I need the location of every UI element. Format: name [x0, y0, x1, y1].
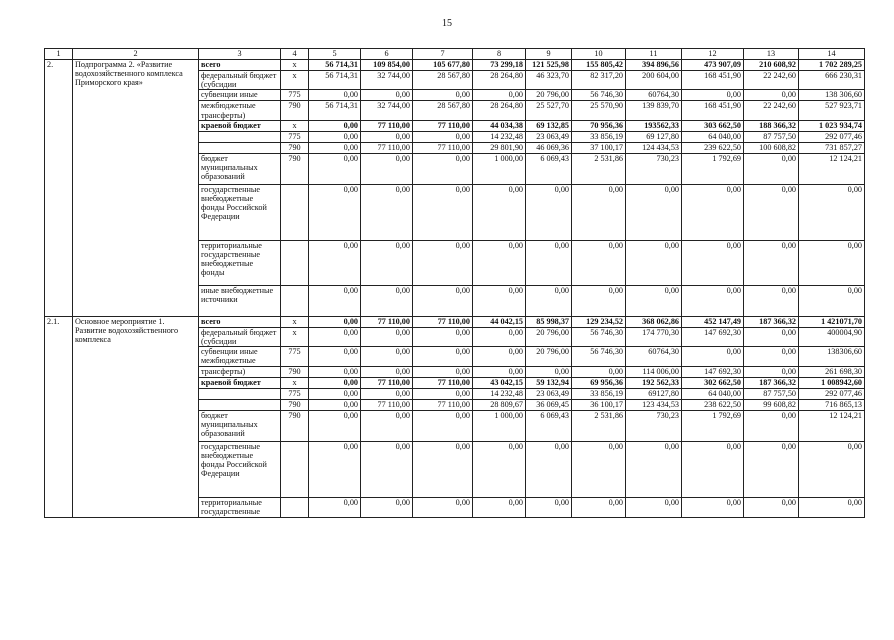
- amount-cell: 0,00: [626, 184, 682, 240]
- amount-cell: 0,00: [572, 184, 626, 240]
- expense-code: x: [281, 327, 309, 346]
- expense-code: [281, 285, 309, 316]
- amount-cell: 129 234,52: [572, 316, 626, 327]
- column-number-header: 11: [626, 49, 682, 60]
- amount-cell: 123 434,53: [626, 399, 682, 410]
- amount-cell: 73 299,18: [473, 60, 526, 71]
- funding-source: территориальные государственные внебюджетные фонды: [199, 240, 281, 285]
- amount-cell: 0,00: [413, 347, 473, 366]
- amount-cell: 238 622,50: [682, 399, 744, 410]
- amount-cell: 56 746,30: [572, 327, 626, 346]
- funding-source: бюджет муниципальных образований: [199, 410, 281, 441]
- amount-cell: 0,00: [744, 184, 799, 240]
- amount-cell: 64 040,00: [682, 131, 744, 142]
- amount-cell: 100 608,82: [744, 142, 799, 153]
- amount-cell: 1 421071,70: [799, 316, 865, 327]
- amount-cell: 730,23: [626, 410, 682, 441]
- amount-cell: 0,00: [626, 240, 682, 285]
- amount-cell: 0,00: [744, 347, 799, 366]
- amount-cell: 0,00: [309, 399, 361, 410]
- amount-cell: 261 698,30: [799, 366, 865, 377]
- amount-cell: 28 264,80: [473, 71, 526, 90]
- amount-cell: 0,00: [361, 90, 413, 101]
- amount-cell: 114 006,00: [626, 366, 682, 377]
- column-number-header: 5: [309, 49, 361, 60]
- column-number-header: 10: [572, 49, 626, 60]
- amount-cell: 239 622,50: [682, 142, 744, 153]
- amount-cell: 69 956,36: [572, 377, 626, 388]
- amount-cell: 0,00: [744, 327, 799, 346]
- amount-cell: 2 531,86: [572, 410, 626, 441]
- amount-cell: 46 069,36: [526, 142, 572, 153]
- column-number-header: 8: [473, 49, 526, 60]
- amount-cell: 0,00: [361, 366, 413, 377]
- amount-cell: 155 805,42: [572, 60, 626, 71]
- amount-cell: 77 110,00: [361, 120, 413, 131]
- amount-cell: 0,00: [473, 366, 526, 377]
- amount-cell: 25 570,90: [572, 101, 626, 120]
- amount-cell: 64 040,00: [682, 388, 744, 399]
- amount-cell: 0,00: [309, 90, 361, 101]
- amount-cell: 12 124,21: [799, 153, 865, 184]
- amount-cell: 0,00: [309, 131, 361, 142]
- amount-cell: 0,00: [413, 366, 473, 377]
- funding-source: краевой бюджет: [199, 120, 281, 131]
- amount-cell: 147 692,30: [682, 366, 744, 377]
- amount-cell: 37 100,17: [572, 142, 626, 153]
- funding-source: [199, 142, 281, 153]
- amount-cell: 0,00: [799, 240, 865, 285]
- amount-cell: 36 100,17: [572, 399, 626, 410]
- expense-code: 790: [281, 153, 309, 184]
- amount-cell: 77 110,00: [413, 120, 473, 131]
- amount-cell: 56 714,31: [309, 60, 361, 71]
- amount-cell: 28 264,80: [473, 101, 526, 120]
- amount-cell: 20 796,00: [526, 347, 572, 366]
- amount-cell: 60764,30: [626, 90, 682, 101]
- amount-cell: 394 896,56: [626, 60, 682, 71]
- amount-cell: 0,00: [572, 441, 626, 497]
- amount-cell: 0,00: [413, 153, 473, 184]
- amount-cell: 0,00: [626, 497, 682, 517]
- expense-code: 790: [281, 366, 309, 377]
- amount-cell: 0,00: [526, 441, 572, 497]
- column-number-header: 2: [73, 49, 199, 60]
- amount-cell: 0,00: [572, 497, 626, 517]
- amount-cell: 0,00: [309, 142, 361, 153]
- amount-cell: 29 801,90: [473, 142, 526, 153]
- amount-cell: 0,00: [309, 347, 361, 366]
- amount-cell: 0,00: [626, 441, 682, 497]
- amount-cell: 0,00: [361, 327, 413, 346]
- amount-cell: 0,00: [413, 285, 473, 316]
- amount-cell: 0,00: [309, 327, 361, 346]
- amount-cell: 200 604,00: [626, 71, 682, 90]
- amount-cell: 33 856,19: [572, 131, 626, 142]
- table-row: [45, 60, 865, 71]
- amount-cell: 292 077,46: [799, 131, 865, 142]
- amount-cell: 0,00: [361, 153, 413, 184]
- amount-cell: 69 132,85: [526, 120, 572, 131]
- amount-cell: 0,00: [361, 131, 413, 142]
- amount-cell: 0,00: [572, 285, 626, 316]
- expense-code: x: [281, 316, 309, 327]
- expense-code: [281, 240, 309, 285]
- amount-cell: 0,00: [572, 240, 626, 285]
- column-number-header: 9: [526, 49, 572, 60]
- amount-cell: 0,00: [526, 240, 572, 285]
- expense-code: x: [281, 377, 309, 388]
- amount-cell: 32 744,00: [361, 71, 413, 90]
- funding-source: трансферты): [199, 366, 281, 377]
- amount-cell: 36 069,45: [526, 399, 572, 410]
- amount-cell: 0,00: [744, 240, 799, 285]
- amount-cell: 44 042,15: [473, 316, 526, 327]
- expense-code: [281, 441, 309, 497]
- amount-cell: 20 796,00: [526, 90, 572, 101]
- amount-cell: 527 923,71: [799, 101, 865, 120]
- amount-cell: 6 069,43: [526, 410, 572, 441]
- budget-table: [44, 48, 865, 518]
- table-row: [45, 316, 865, 327]
- funding-source: государственные внебюджетные фонды Российской Федерации: [199, 184, 281, 240]
- amount-cell: 187 366,32: [744, 377, 799, 388]
- amount-cell: 0,00: [572, 366, 626, 377]
- amount-cell: 0,00: [309, 410, 361, 441]
- amount-cell: 77 110,00: [413, 377, 473, 388]
- amount-cell: 2 531,86: [572, 153, 626, 184]
- amount-cell: 1 008942,60: [799, 377, 865, 388]
- column-number-row: [45, 49, 865, 60]
- amount-cell: 23 063,49: [526, 131, 572, 142]
- amount-cell: 0,00: [682, 90, 744, 101]
- funding-source: [199, 399, 281, 410]
- amount-cell: 0,00: [309, 497, 361, 517]
- amount-cell: 77 110,00: [361, 399, 413, 410]
- amount-cell: 0,00: [473, 285, 526, 316]
- expense-code: 775: [281, 388, 309, 399]
- amount-cell: 0,00: [799, 285, 865, 316]
- funding-source: краевой бюджет: [199, 377, 281, 388]
- amount-cell: 0,00: [682, 240, 744, 285]
- funding-source: межбюджетные трансферты): [199, 101, 281, 120]
- measure-title: Основное мероприятие 1. Развитие водохозяйственного комплекса: [73, 316, 199, 517]
- amount-cell: 0,00: [309, 388, 361, 399]
- amount-cell: 77 110,00: [413, 316, 473, 327]
- amount-cell: 0,00: [309, 441, 361, 497]
- amount-cell: 87 757,50: [744, 131, 799, 142]
- amount-cell: 730,23: [626, 153, 682, 184]
- expense-code: 790: [281, 142, 309, 153]
- amount-cell: 0,00: [361, 285, 413, 316]
- amount-cell: 0,00: [413, 90, 473, 101]
- amount-cell: 0,00: [413, 497, 473, 517]
- amount-cell: 0,00: [626, 285, 682, 316]
- amount-cell: 6 069,43: [526, 153, 572, 184]
- expense-code: 775: [281, 90, 309, 101]
- amount-cell: 105 677,80: [413, 60, 473, 71]
- amount-cell: 22 242,60: [744, 71, 799, 90]
- amount-cell: 1 702 289,25: [799, 60, 865, 71]
- amount-cell: 0,00: [361, 497, 413, 517]
- amount-cell: 0,00: [361, 184, 413, 240]
- amount-cell: 0,00: [413, 410, 473, 441]
- amount-cell: 716 865,13: [799, 399, 865, 410]
- amount-cell: 0,00: [682, 285, 744, 316]
- amount-cell: 0,00: [473, 347, 526, 366]
- amount-cell: 121 525,98: [526, 60, 572, 71]
- amount-cell: 731 857,27: [799, 142, 865, 153]
- amount-cell: 168 451,90: [682, 101, 744, 120]
- amount-cell: 0,00: [799, 497, 865, 517]
- amount-cell: 14 232,48: [473, 388, 526, 399]
- amount-cell: 56 746,30: [572, 90, 626, 101]
- funding-source: государственные внебюджетные фонды Российской Федерации: [199, 441, 281, 497]
- amount-cell: 60764,30: [626, 347, 682, 366]
- amount-cell: 0,00: [744, 497, 799, 517]
- funding-source: [199, 388, 281, 399]
- amount-cell: 0,00: [526, 285, 572, 316]
- amount-cell: 0,00: [413, 388, 473, 399]
- amount-cell: 77 110,00: [361, 142, 413, 153]
- amount-cell: 44 034,38: [473, 120, 526, 131]
- expense-code: x: [281, 120, 309, 131]
- amount-cell: 210 608,92: [744, 60, 799, 71]
- amount-cell: 0,00: [744, 285, 799, 316]
- amount-cell: 109 854,00: [361, 60, 413, 71]
- expense-code: x: [281, 71, 309, 90]
- amount-cell: 0,00: [309, 184, 361, 240]
- amount-cell: 28 567,80: [413, 71, 473, 90]
- amount-cell: 292 077,46: [799, 388, 865, 399]
- measure-number: 2.1.: [45, 316, 73, 517]
- column-number-header: 6: [361, 49, 413, 60]
- amount-cell: 0,00: [361, 388, 413, 399]
- amount-cell: 0,00: [473, 497, 526, 517]
- amount-cell: 25 527,70: [526, 101, 572, 120]
- funding-source: территориальные государственные: [199, 497, 281, 517]
- expense-code: x: [281, 60, 309, 71]
- amount-cell: 0,00: [526, 366, 572, 377]
- funding-source: федеральный бюджет (субсидии: [199, 71, 281, 90]
- amount-cell: 56 746,30: [572, 347, 626, 366]
- amount-cell: 138306,60: [799, 347, 865, 366]
- column-number-header: 12: [682, 49, 744, 60]
- subprogram-number: 2.: [45, 60, 73, 317]
- amount-cell: 187 366,32: [744, 316, 799, 327]
- funding-source: субвенции иные: [199, 90, 281, 101]
- amount-cell: 452 147,49: [682, 316, 744, 327]
- amount-cell: 139 839,70: [626, 101, 682, 120]
- funding-source: всего: [199, 316, 281, 327]
- expense-code: 790: [281, 399, 309, 410]
- amount-cell: 1 023 934,74: [799, 120, 865, 131]
- expense-code: 775: [281, 347, 309, 366]
- column-number-header: 3: [199, 49, 281, 60]
- amount-cell: 188 366,32: [744, 120, 799, 131]
- amount-cell: 32 744,00: [361, 101, 413, 120]
- amount-cell: 69 127,80: [626, 131, 682, 142]
- amount-cell: 69127,80: [626, 388, 682, 399]
- amount-cell: 28 567,80: [413, 101, 473, 120]
- amount-cell: 0,00: [682, 441, 744, 497]
- amount-cell: 0,00: [744, 410, 799, 441]
- amount-cell: 43 042,15: [473, 377, 526, 388]
- amount-cell: 473 907,09: [682, 60, 744, 71]
- amount-cell: 0,00: [413, 327, 473, 346]
- amount-cell: 1 792,69: [682, 410, 744, 441]
- amount-cell: 77 110,00: [361, 377, 413, 388]
- amount-cell: 302 662,50: [682, 377, 744, 388]
- amount-cell: 368 062,86: [626, 316, 682, 327]
- amount-cell: 0,00: [473, 441, 526, 497]
- amount-cell: 1 000,00: [473, 153, 526, 184]
- amount-cell: 0,00: [309, 377, 361, 388]
- amount-cell: 0,00: [309, 285, 361, 316]
- amount-cell: 0,00: [309, 240, 361, 285]
- funding-source: федеральный бюджет (субсидии: [199, 327, 281, 346]
- expense-code: [281, 184, 309, 240]
- amount-cell: 138 306,60: [799, 90, 865, 101]
- amount-cell: 1 792,69: [682, 153, 744, 184]
- amount-cell: 0,00: [361, 441, 413, 497]
- amount-cell: 14 232,48: [473, 131, 526, 142]
- amount-cell: 33 856,19: [572, 388, 626, 399]
- amount-cell: 0,00: [799, 184, 865, 240]
- amount-cell: 0,00: [309, 153, 361, 184]
- amount-cell: 0,00: [744, 153, 799, 184]
- amount-cell: 666 230,31: [799, 71, 865, 90]
- amount-cell: 124 434,53: [626, 142, 682, 153]
- amount-cell: 0,00: [799, 441, 865, 497]
- funding-source: всего: [199, 60, 281, 71]
- amount-cell: 0,00: [309, 316, 361, 327]
- amount-cell: 0,00: [744, 366, 799, 377]
- amount-cell: 28 809,67: [473, 399, 526, 410]
- amount-cell: 0,00: [744, 90, 799, 101]
- amount-cell: 59 132,94: [526, 377, 572, 388]
- column-number-header: 13: [744, 49, 799, 60]
- funding-source: субвенции иные межбюджетные: [199, 347, 281, 366]
- amount-cell: 0,00: [361, 410, 413, 441]
- amount-cell: 168 451,90: [682, 71, 744, 90]
- column-number-header: 7: [413, 49, 473, 60]
- amount-cell: 77 110,00: [413, 399, 473, 410]
- amount-cell: 46 323,70: [526, 71, 572, 90]
- amount-cell: 174 770,30: [626, 327, 682, 346]
- amount-cell: 0,00: [682, 184, 744, 240]
- column-number-header: 1: [45, 49, 73, 60]
- amount-cell: 20 796,00: [526, 327, 572, 346]
- amount-cell: 56 714,31: [309, 101, 361, 120]
- column-number-header: 14: [799, 49, 865, 60]
- amount-cell: 56 714,31: [309, 71, 361, 90]
- amount-cell: 12 124,21: [799, 410, 865, 441]
- expense-code: 775: [281, 131, 309, 142]
- amount-cell: 77 110,00: [361, 316, 413, 327]
- column-number-header: 4: [281, 49, 309, 60]
- amount-cell: 82 317,20: [572, 71, 626, 90]
- amount-cell: 0,00: [744, 441, 799, 497]
- amount-cell: 0,00: [361, 347, 413, 366]
- amount-cell: 0,00: [473, 240, 526, 285]
- amount-cell: 70 956,36: [572, 120, 626, 131]
- amount-cell: 0,00: [526, 184, 572, 240]
- amount-cell: 400004,90: [799, 327, 865, 346]
- amount-cell: 0,00: [413, 131, 473, 142]
- amount-cell: 0,00: [473, 90, 526, 101]
- amount-cell: 0,00: [526, 497, 572, 517]
- expense-code: 790: [281, 101, 309, 120]
- page-number: 15: [442, 18, 452, 29]
- amount-cell: 0,00: [309, 366, 361, 377]
- amount-cell: 85 998,37: [526, 316, 572, 327]
- funding-source: бюджет муниципальных образований: [199, 153, 281, 184]
- amount-cell: 193562,33: [626, 120, 682, 131]
- amount-cell: 0,00: [413, 441, 473, 497]
- funding-source: иные внебюджетные источники: [199, 285, 281, 316]
- amount-cell: 147 692,30: [682, 327, 744, 346]
- amount-cell: 0,00: [682, 497, 744, 517]
- amount-cell: 22 242,60: [744, 101, 799, 120]
- expense-code: 790: [281, 410, 309, 441]
- amount-cell: 0,00: [473, 184, 526, 240]
- amount-cell: 0,00: [361, 240, 413, 285]
- amount-cell: 1 000,00: [473, 410, 526, 441]
- subprogram-title: Подпрограмма 2. «Развитие водохозяйственного комплекса Приморского края»: [73, 60, 199, 317]
- amount-cell: 0,00: [309, 120, 361, 131]
- expense-code: [281, 497, 309, 517]
- amount-cell: 0,00: [682, 347, 744, 366]
- amount-cell: 23 063,49: [526, 388, 572, 399]
- amount-cell: 0,00: [413, 184, 473, 240]
- amount-cell: 0,00: [473, 327, 526, 346]
- amount-cell: 87 757,50: [744, 388, 799, 399]
- amount-cell: 99 608,82: [744, 399, 799, 410]
- amount-cell: 77 110,00: [413, 142, 473, 153]
- amount-cell: 0,00: [413, 240, 473, 285]
- amount-cell: 192 562,33: [626, 377, 682, 388]
- funding-source: [199, 131, 281, 142]
- amount-cell: 303 662,50: [682, 120, 744, 131]
